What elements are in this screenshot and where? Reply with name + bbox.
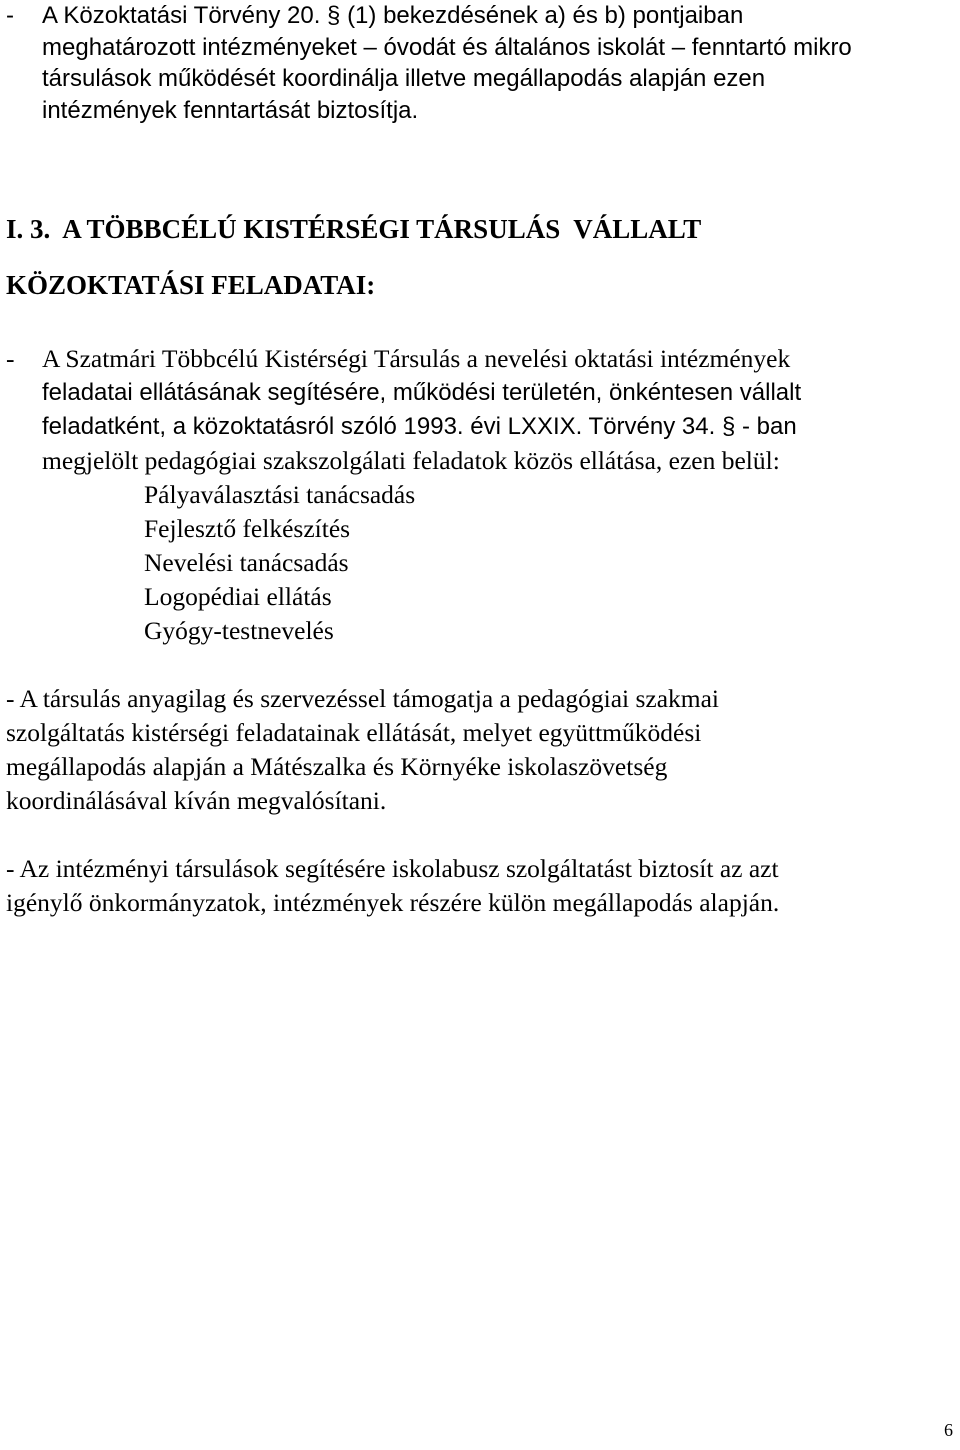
paragraph-2-line: koordinálásával kíván megvalósítani. xyxy=(6,786,387,815)
top-bullet-line: intézmények fenntartását biztosítja. xyxy=(42,96,419,124)
paragraph-2-line: megállapodás alapján a Mátészalka és Környéke iskolaszövetség xyxy=(6,752,668,781)
paragraph-2-line: - A társulás anyagilag és szervezéssel támogatja a pedagógiai szakmai xyxy=(6,684,720,713)
paragraph-2-line: szolgáltatás kistérségi feladatainak ellátását, melyet együttműködési xyxy=(6,718,702,747)
service-item: Fejlesztő felkészítés xyxy=(144,514,351,543)
paragraph-3-line: igénylő önkormányzatok, intézmények részére külön megállapodás alapján. xyxy=(6,888,780,917)
top-bullet-line: A Közoktatási Törvény 20. § (1) bekezdésének a) és b) pontjaiban xyxy=(42,2,744,29)
paragraph-1-line: feladatai ellátásának segítésére, működési területén, önkéntesen vállalt xyxy=(42,379,802,406)
section-heading-line-1: I. 3. A TÖBBCÉLÚ KISTÉRSÉGI TÁRSULÁS VÁLLALT xyxy=(6,214,702,244)
page-number: 6 xyxy=(944,1420,953,1440)
services-list xyxy=(144,478,415,648)
top-bullet-dash: - xyxy=(6,2,14,29)
service-item: Gyógy-testnevelés xyxy=(144,616,334,645)
top-bullet-line: társulások működését koordinálja illetve megállapodás alapján ezen xyxy=(42,65,766,92)
paragraph-3 xyxy=(6,852,779,920)
paragraph-1-line: feladatként, a közoktatásról szóló 1993. évi LXXIX. Törvény 34. § - ban xyxy=(42,413,797,440)
paragraph-3-line: - Az intézményi társulások segítésére iskolabusz szolgáltatást biztosít az azt xyxy=(6,854,779,883)
paragraph-1-dash: - xyxy=(6,344,15,373)
top-bullet-line: meghatározott intézményeket – óvodát és általános iskolát – fenntartó mikro xyxy=(42,33,852,61)
paragraph-1-line: A Szatmári Többcélú Kistérségi Társulás a nevelési oktatási intézmények xyxy=(42,344,791,373)
top-bullet-paragraph xyxy=(42,0,852,126)
paragraph-1-line: megjelölt pedagógiai szakszolgálati feladatok közös ellátása, ezen belül: xyxy=(42,446,780,475)
paragraph-1 xyxy=(42,342,801,478)
paragraph-2 xyxy=(6,682,719,818)
section-heading-line-2: KÖZOKTATÁSI FELADATAI: xyxy=(6,270,376,300)
service-item: Nevelési tanácsadás xyxy=(144,548,349,577)
service-item: Logopédiai ellátás xyxy=(144,582,332,611)
service-item: Pályaválasztási tanácsadás xyxy=(144,480,416,509)
